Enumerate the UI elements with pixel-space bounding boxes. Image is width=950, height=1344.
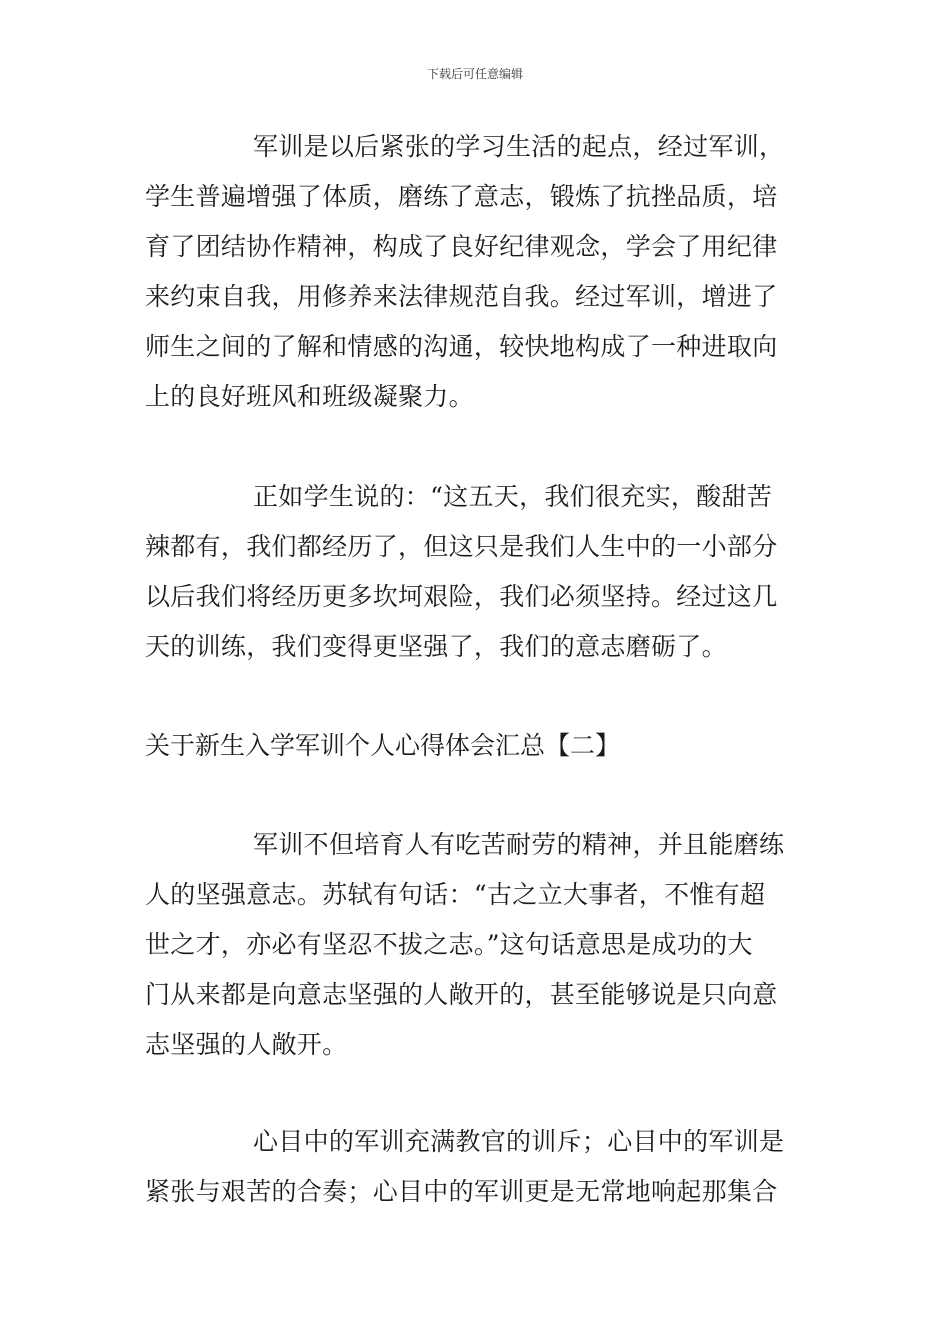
paragraph-3 (145, 820, 810, 1070)
paragraph-line: 人的坚强意志。苏轼有句话：“古之立大事者，不惟有超 (145, 880, 766, 909)
paragraph-line: 辣都有，我们都经历了，但这只是我们人生中的一小部分 (145, 532, 778, 561)
paragraph-line: 学生普遍增强了体质，磨练了意志，锻炼了抗挫品质，培 (145, 182, 778, 211)
paragraph-line: 心目中的军训充满教官的训斥；心目中的军训是 (253, 1127, 785, 1156)
paragraph-1 (145, 122, 810, 422)
paragraph-line: 志坚强的人敞开。 (145, 1030, 348, 1059)
paragraph-line: 师生之间的了解和情感的沟通，较快地构成了一种进取向 (145, 332, 778, 361)
paragraph-line: 门从来都是向意志坚强的人敞开的，甚至能够说是只向意 (145, 980, 778, 1009)
paragraph-2 (145, 472, 810, 672)
page-header: 下载后可任意编辑 (426, 67, 523, 81)
paragraph-line: 天的训练，我们变得更坚强了，我们的意志磨砺了。 (145, 632, 727, 661)
paragraph-4 (145, 1117, 810, 1217)
paragraph-line: 军训不但培育人有吃苦耐劳的精神，并且能磨练 (253, 830, 785, 859)
paragraph-line: 正如学生说的：“这五天，我们很充实，酸甜苦 (253, 482, 773, 511)
paragraph-line: 育了团结协作精神，构成了良好纪律观念，学会了用纪律 (145, 232, 778, 261)
paragraph-line: 以后我们将经历更多坎坷艰险，我们必须坚持。经过这几 (145, 582, 778, 611)
paragraph-line: 来约束自我，用修养来法律规范自我。经过军训，增进了 (145, 282, 778, 311)
paragraph-line: 世之才，亦必有坚忍不拔之志。”这句话意思是成功的大 (145, 930, 753, 959)
paragraph-line: 军训是以后紧张的学习生活的起点，经过军训， (253, 132, 785, 161)
paragraph-line: 上的良好班风和班级凝聚力。 (145, 382, 474, 411)
section-heading: 关于新生入学军训个人心得体会汇总【二】 (145, 731, 621, 760)
paragraph-line: 紧张与艰苦的合奏；心目中的军训更是无常地响起那集合 (145, 1177, 778, 1206)
